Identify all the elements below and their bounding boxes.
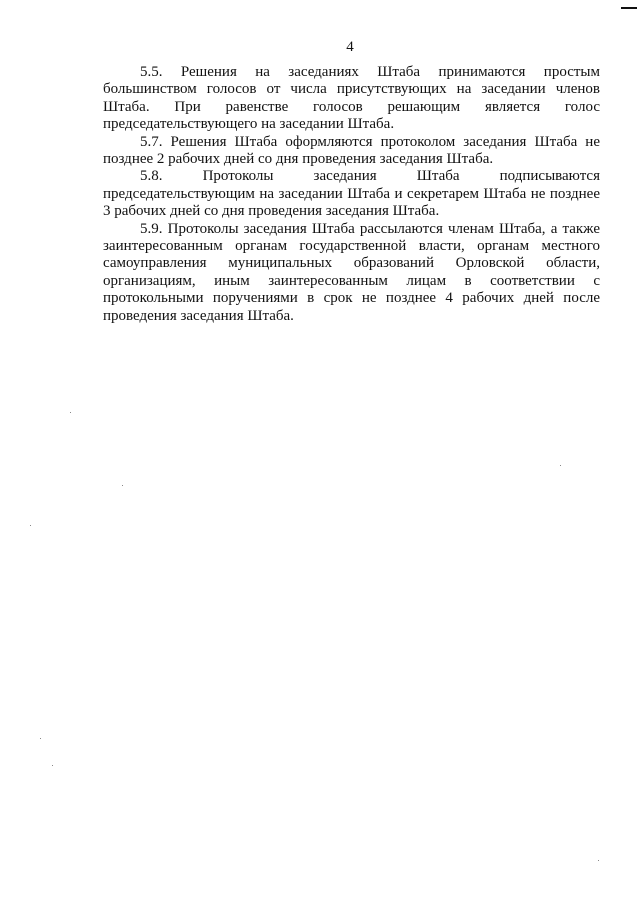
scan-speck xyxy=(40,738,41,739)
paragraph-5-7: 5.7. Решения Штаба оформляются протоколом заседания Штаба не позднее 2 рабочих дней со дня проведения заседания Штаба. xyxy=(103,133,600,168)
page-number: 4 xyxy=(346,39,354,55)
paragraph-5-9: 5.9. Протоколы заседания Штаба рассылаются членам Штаба, а также заинтересованным органам государственной власти, органам местного самоуправления муниципальных образований Орловской области, организациям, иным заинтересованным лицам в соответствии с протокольными поручениями в срок не позднее 4 рабочих дней после проведения заседания Штаба. xyxy=(103,220,600,324)
scan-speck xyxy=(560,465,561,466)
scan-speck xyxy=(30,525,31,526)
scan-speck xyxy=(70,412,71,413)
paragraph-5-5: 5.5. Решения на заседаниях Штаба принимаются простым большинством голосов от числа присутствующих на заседании членов Штаба. При равенстве голосов решающим является голос председательствующего на заседании Штаба. xyxy=(103,64,600,133)
scan-speck xyxy=(52,765,53,766)
scan-speck xyxy=(122,485,123,486)
document-body xyxy=(103,64,600,325)
scan-speck xyxy=(598,860,599,861)
scan-corner-mark xyxy=(621,7,637,9)
paragraph-5-8: 5.8. Протоколы заседания Штаба подписываются председательствующим на заседании Штаба и секретарем Штаба не позднее 3 рабочих дней со дня проведения заседания Штаба. xyxy=(103,168,600,220)
